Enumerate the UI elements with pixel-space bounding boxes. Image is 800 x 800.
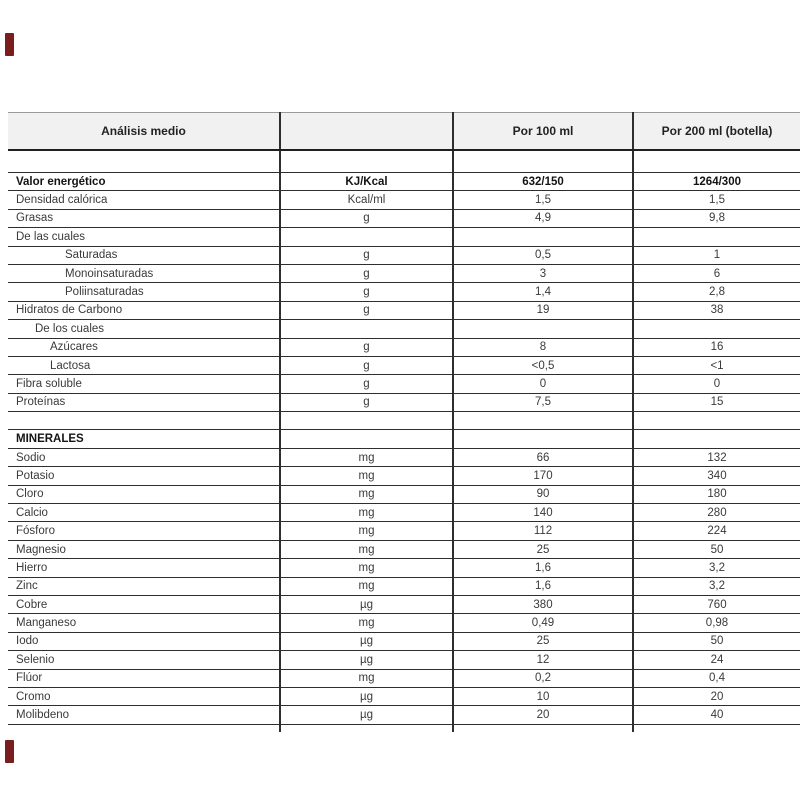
table-row (8, 191, 800, 209)
row-label: Hierro (8, 559, 280, 577)
table-row (8, 540, 800, 558)
row-unit: µg (280, 632, 453, 650)
row-value-per-100: 4,9 (453, 209, 633, 227)
row-value-per-100: 0 (453, 375, 633, 393)
row-value-per-200 (633, 228, 800, 246)
row-unit: g (280, 209, 453, 227)
row-label: Selenio (8, 651, 280, 669)
row-label: Iodo (8, 632, 280, 650)
row-label: Fibra soluble (8, 375, 280, 393)
row-value-per-200: 3,2 (633, 559, 800, 577)
row-unit (280, 320, 453, 338)
row-unit: g (280, 356, 453, 374)
row-label: Sodio (8, 448, 280, 466)
row-value-per-100: 1,6 (453, 577, 633, 595)
table-row (8, 283, 800, 301)
table-row (8, 485, 800, 503)
row-unit (280, 412, 453, 430)
row-unit (280, 228, 453, 246)
table-row (8, 559, 800, 577)
table-row (8, 522, 800, 540)
header-cell-por-100-ml: Por 100 ml (453, 113, 633, 151)
table-row (8, 430, 800, 448)
row-value-per-200: 132 (633, 448, 800, 466)
header-cell-unit (280, 113, 453, 151)
row-value-per-100 (453, 320, 633, 338)
row-value-per-100: 1,5 (453, 191, 633, 209)
row-value-per-100: 1,4 (453, 283, 633, 301)
table-row (8, 209, 800, 227)
row-label: Valor energético (8, 173, 280, 191)
row-value-per-100: 112 (453, 522, 633, 540)
row-value-per-100: 20 (453, 706, 633, 724)
row-value-per-200: 24 (633, 651, 800, 669)
row-unit: mg (280, 448, 453, 466)
row-value-per-100: 19 (453, 301, 633, 319)
row-label: Densidad calórica (8, 191, 280, 209)
row-unit: mg (280, 522, 453, 540)
row-unit: g (280, 246, 453, 264)
row-value-per-200: 2,8 (633, 283, 800, 301)
row-label: Magnesio (8, 540, 280, 558)
row-unit: mg (280, 540, 453, 558)
row-value-per-200 (633, 430, 800, 448)
spacer-row (8, 412, 800, 430)
row-label: Grasas (8, 209, 280, 227)
row-value-per-200: 340 (633, 467, 800, 485)
row-value-per-200: 20 (633, 687, 800, 705)
table-row (8, 467, 800, 485)
row-value-per-200: 180 (633, 485, 800, 503)
scan-artifact-top (5, 33, 14, 56)
row-value-per-100: <0,5 (453, 356, 633, 374)
row-label: Fósforo (8, 522, 280, 540)
table-row (8, 228, 800, 246)
table-row (8, 301, 800, 319)
row-value-per-200: 760 (633, 595, 800, 613)
nutrition-table (8, 112, 800, 732)
row-value-per-200: <1 (633, 356, 800, 374)
row-label (8, 412, 280, 430)
row-label: Potasio (8, 467, 280, 485)
row-value-per-200: 40 (633, 706, 800, 724)
row-value-per-100: 170 (453, 467, 633, 485)
row-value-per-100: 1,6 (453, 559, 633, 577)
row-unit: g (280, 264, 453, 282)
row-label: Cobre (8, 595, 280, 613)
row-value-per-200: 38 (633, 301, 800, 319)
row-label: MINERALES (8, 430, 280, 448)
table-row (8, 338, 800, 356)
row-label: Monoinsaturadas (8, 264, 280, 282)
row-label: Cloro (8, 485, 280, 503)
row-value-per-200: 9,8 (633, 209, 800, 227)
row-value-per-200: 50 (633, 632, 800, 650)
row-unit: KJ/Kcal (280, 173, 453, 191)
row-value-per-200: 1264/300 (633, 173, 800, 191)
row-unit: mg (280, 614, 453, 632)
table-row (8, 595, 800, 613)
row-value-per-100 (453, 228, 633, 246)
row-unit (280, 430, 453, 448)
row-value-per-100: 8 (453, 338, 633, 356)
row-value-per-200: 6 (633, 264, 800, 282)
row-value-per-100: 380 (453, 595, 633, 613)
row-label: Proteínas (8, 393, 280, 411)
table-row (8, 577, 800, 595)
row-label: Hidratos de Carbono (8, 301, 280, 319)
table-row (8, 393, 800, 411)
row-unit: mg (280, 669, 453, 687)
row-value-per-200: 0,4 (633, 669, 800, 687)
row-value-per-200: 1 (633, 246, 800, 264)
header-cell-analisis-medio: Análisis medio (8, 113, 280, 151)
table-row (8, 687, 800, 705)
row-value-per-100: 3 (453, 264, 633, 282)
row-label: Azúcares (8, 338, 280, 356)
row-unit: mg (280, 504, 453, 522)
row-value-per-100: 140 (453, 504, 633, 522)
row-unit: g (280, 283, 453, 301)
row-value-per-200: 224 (633, 522, 800, 540)
scan-artifact-bottom (5, 740, 14, 763)
row-unit: µg (280, 595, 453, 613)
table-row (8, 632, 800, 650)
row-label: Poliinsaturadas (8, 283, 280, 301)
row-value-per-200: 0,98 (633, 614, 800, 632)
row-value-per-200: 3,2 (633, 577, 800, 595)
header-row (8, 113, 800, 151)
row-value-per-200: 15 (633, 393, 800, 411)
table-header (8, 113, 800, 151)
row-value-per-100: 0,2 (453, 669, 633, 687)
row-value-per-100: 90 (453, 485, 633, 503)
table-body (8, 150, 800, 732)
row-unit: g (280, 375, 453, 393)
row-unit: µg (280, 706, 453, 724)
row-value-per-100: 0,5 (453, 246, 633, 264)
row-value-per-100: 7,5 (453, 393, 633, 411)
table-row (8, 651, 800, 669)
row-label: Cromo (8, 687, 280, 705)
row-label: De las cuales (8, 228, 280, 246)
row-value-per-100: 0,49 (453, 614, 633, 632)
table-row (8, 356, 800, 374)
row-unit: mg (280, 485, 453, 503)
row-label: Molibdeno (8, 706, 280, 724)
row-value-per-100: 66 (453, 448, 633, 466)
row-unit: g (280, 301, 453, 319)
row-unit: mg (280, 559, 453, 577)
row-unit: mg (280, 467, 453, 485)
row-value-per-100: 10 (453, 687, 633, 705)
row-value-per-100 (453, 412, 633, 430)
row-value-per-200: 0 (633, 375, 800, 393)
row-value-per-200 (633, 320, 800, 338)
table-row (8, 375, 800, 393)
table-row (8, 448, 800, 466)
row-label: De los cuales (8, 320, 280, 338)
row-value-per-200: 1,5 (633, 191, 800, 209)
table-row (8, 614, 800, 632)
row-value-per-100: 12 (453, 651, 633, 669)
row-unit: µg (280, 651, 453, 669)
header-cell-por-200-ml: Por 200 ml (botella) (633, 113, 800, 151)
table-row (8, 320, 800, 338)
row-value-per-200: 280 (633, 504, 800, 522)
row-label: Zinc (8, 577, 280, 595)
table-row (8, 173, 800, 191)
row-label: Calcio (8, 504, 280, 522)
row-label: Manganeso (8, 614, 280, 632)
table-bottom-stub (8, 724, 800, 732)
row-value-per-200 (633, 412, 800, 430)
empty-row (8, 150, 800, 173)
table-row (8, 669, 800, 687)
row-label: Saturadas (8, 246, 280, 264)
table-row (8, 706, 800, 724)
table-row (8, 246, 800, 264)
row-value-per-200: 50 (633, 540, 800, 558)
row-label: Lactosa (8, 356, 280, 374)
row-unit: Kcal/ml (280, 191, 453, 209)
row-unit: µg (280, 687, 453, 705)
row-unit: g (280, 338, 453, 356)
row-value-per-100: 632/150 (453, 173, 633, 191)
row-value-per-100: 25 (453, 632, 633, 650)
row-label: Flúor (8, 669, 280, 687)
table-row (8, 264, 800, 282)
table-row (8, 504, 800, 522)
row-unit: g (280, 393, 453, 411)
row-value-per-200: 16 (633, 338, 800, 356)
row-value-per-100 (453, 430, 633, 448)
row-value-per-100: 25 (453, 540, 633, 558)
row-unit: mg (280, 577, 453, 595)
